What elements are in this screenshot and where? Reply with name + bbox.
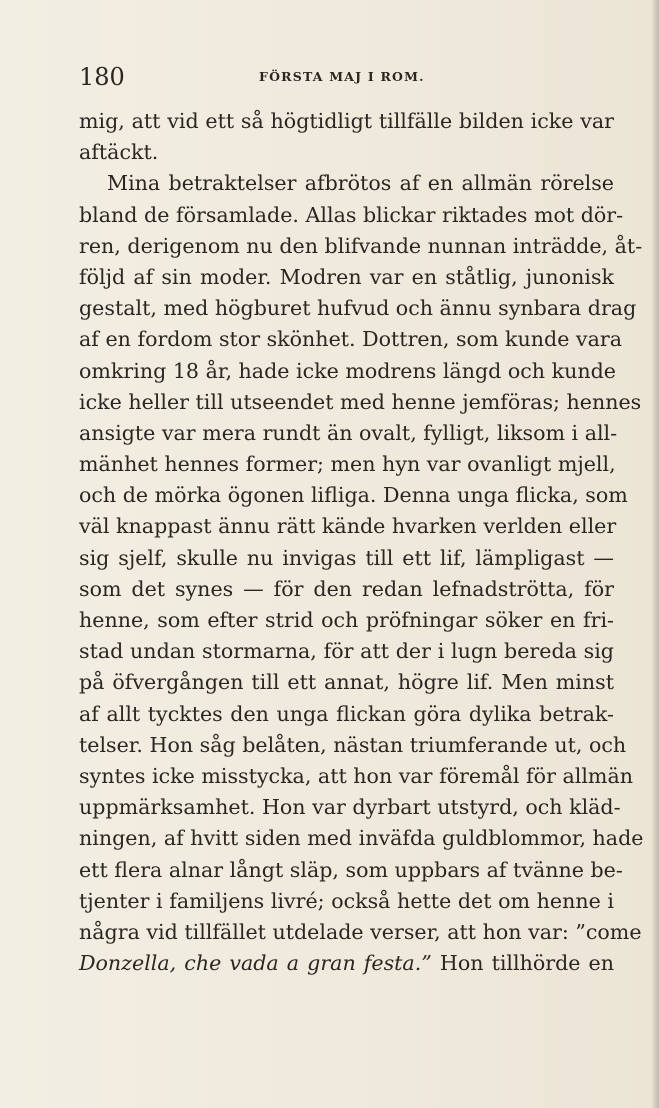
italic-quote: Donzella, che vada a gran festa.”	[79, 951, 432, 976]
text-line: henne, som efter strid och pröfningar söker en fri-	[79, 608, 614, 632]
text-line: bland de församlade. Allas blickar riktades mot dör-	[79, 202, 624, 227]
page-number: 180	[79, 63, 125, 91]
text-line: ett flera alnar långt släp, som uppbars af tvänne be-	[79, 857, 623, 882]
body-text	[79, 106, 644, 979]
text-line: på öfvergången till ett annat, högre lif. Men minst	[79, 670, 614, 695]
text-line: som det synes — för den redan lefnadströtta, för	[79, 576, 614, 601]
text-line: icke heller till utseendet med henne jemföras; hennes	[79, 389, 642, 414]
text-line: och de mörka ögonen lifliga. Denna unga flicka, som	[79, 483, 628, 508]
text-line: aftäckt.	[79, 140, 159, 165]
text-line-last	[79, 948, 614, 979]
running-head	[79, 62, 614, 92]
running-title: FÖRSTA MAJ I ROM.	[259, 69, 425, 84]
text-line: väl knappast ännu rätt kände hvarken verlden eller	[79, 514, 617, 539]
text-line: ningen, af hvitt siden med inväfda guldblommor, hade	[79, 826, 644, 851]
text-line: mig, att vid ett så högtidligt tillfälle bilden icke var	[79, 109, 614, 133]
text-line: Mina betraktelser afbrötos af en allmän rörelse	[107, 171, 614, 196]
text-line: omkring 18 år, hade icke modrens längd och kunde	[79, 358, 616, 383]
text-line: några vid tillfället utdelade verser, att hon var: ”come	[79, 919, 642, 944]
text-line: följd af sin moder. Modren var en ståtlig, junonisk	[79, 264, 614, 289]
text-line-end: Hon tillhörde en	[439, 951, 615, 976]
text-line: af en fordom stor skönhet. Dottren, som kunde vara	[79, 327, 622, 352]
text-line: uppmärksamhet. Hon var dyrbart utstyrd, och kläd-	[79, 795, 621, 820]
text-line: mänhet hennes former; men hyn var ovanligt mjell,	[79, 452, 616, 477]
text-line: tjenter i familjens livré; också hette det om henne i	[79, 888, 614, 913]
text-line: ren, derigenom nu den blifvande nunnan inträdde, åt-	[79, 233, 643, 258]
text-line: telser. Hon såg belåten, nästan triumferande ut, och	[79, 732, 627, 757]
page-edge-shadow	[651, 0, 659, 1108]
text-line: af allt tycktes den unga flickan göra dylika betrak-	[79, 701, 614, 726]
text-line: ansigte var mera rundt än ovalt, fylligt, liksom i all-	[79, 420, 618, 445]
text-line: sig sjelf, skulle nu invigas till ett lif, lämpligast —	[79, 545, 614, 570]
text-line: stad undan stormarna, för att der i lugn bereda sig	[79, 639, 614, 664]
text-line: syntes icke misstycka, att hon var föremål för allmän	[79, 763, 633, 788]
text-line: gestalt, med högburet hufvud och ännu synbara drag	[79, 296, 637, 321]
